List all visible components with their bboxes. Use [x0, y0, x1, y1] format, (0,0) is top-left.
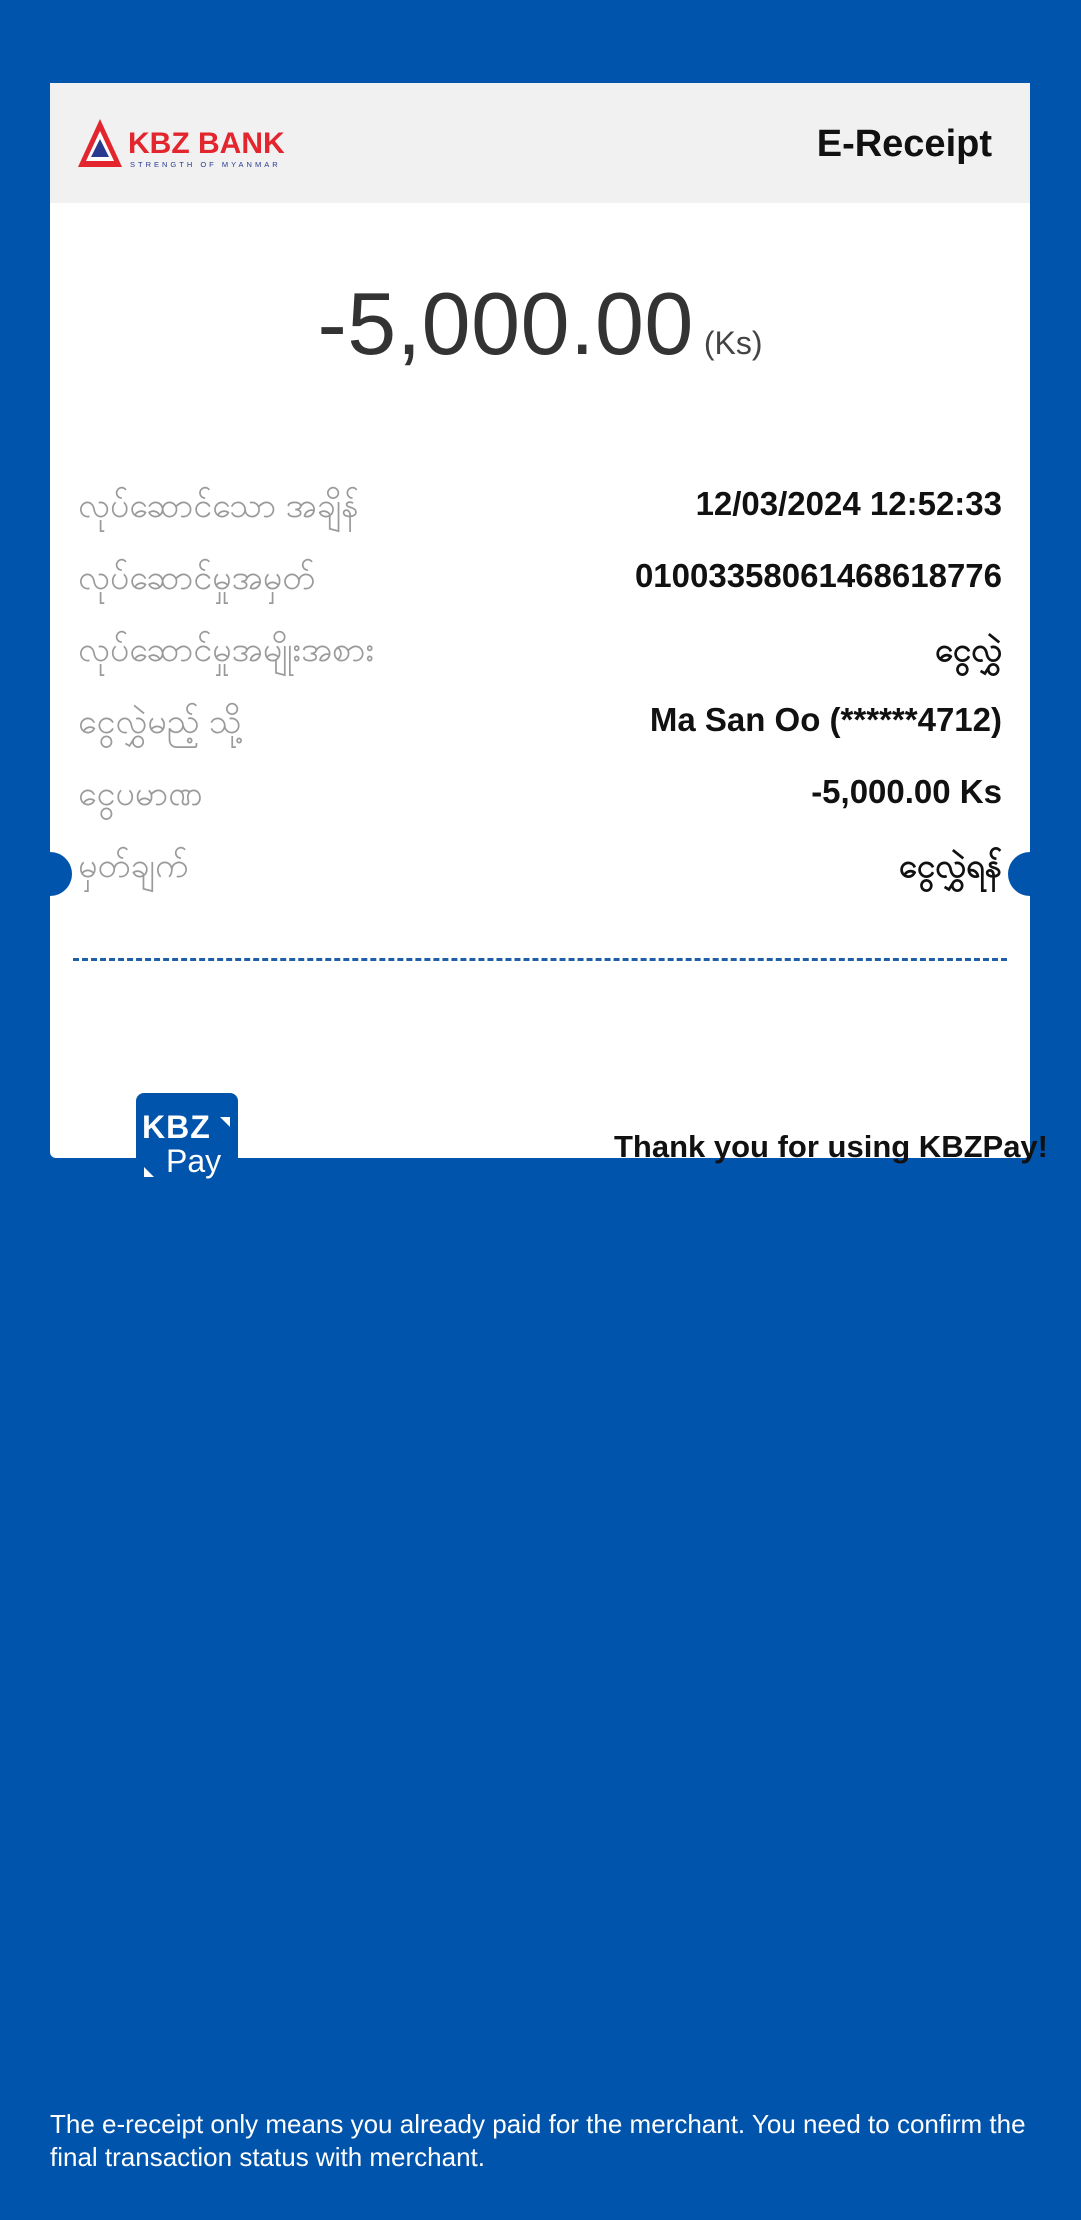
transaction-details [78, 473, 1002, 905]
ticket-notch-right [1008, 852, 1052, 896]
kbzpay-logo-bottom: Pay [166, 1143, 222, 1179]
detail-label: ငွေလွှဲမည့် သို့ [78, 703, 242, 741]
detail-row-time [78, 473, 1002, 545]
thank-you-message: Thank you for using KBZPay! [613, 1129, 1048, 1164]
amount-display [50, 273, 1030, 375]
detail-label: လုပ်ဆောင်သော အချိန် [78, 487, 359, 525]
detail-label: လုပ်ဆောင်မှုအမျိုးအစား [78, 631, 375, 669]
bank-tagline-text: STRENGTH OF MYANMAR [130, 160, 281, 169]
amount-value: -5,000.00 [317, 274, 694, 373]
kbzpay-logo-top: KBZ [142, 1109, 211, 1145]
detail-label: မှတ်ချက် [78, 847, 189, 885]
detail-row-amount [78, 761, 1002, 833]
bank-name-text: KBZ BANK [128, 127, 285, 160]
kbzpay-logo [136, 1093, 238, 1195]
detail-value: Ma San Oo (******4712) [649, 701, 1002, 738]
detail-value: -5,000.00 Ks [811, 773, 1002, 810]
logo-corner-mark [144, 1167, 154, 1177]
detail-label: ငွေပမာဏ [78, 775, 203, 813]
disclaimer-text: The e-receipt only means you already paid for the merchant. You need to confirm the final transaction status with merchant. [50, 2109, 1026, 2172]
detail-row-recipient [78, 689, 1002, 761]
page-title: E-Receipt [816, 123, 992, 165]
detail-row-transaction-id [78, 545, 1002, 617]
detail-value: ငွေလွှဲ [934, 631, 1002, 668]
detail-value: ငွေလွှဲရန် [898, 847, 1002, 884]
logo-corner-mark [220, 1117, 230, 1127]
e-receipt-card [50, 83, 1048, 1179]
detail-label: လုပ်ဆောင်မှုအမှတ် [78, 559, 316, 597]
detail-value: 12/03/2024 12:52:33 [695, 485, 1002, 522]
kbz-bank-logo [78, 117, 302, 173]
detail-row-type [78, 617, 1002, 689]
ticket-notch-left [28, 852, 72, 896]
receipt-footer [136, 1093, 1081, 1203]
amount-currency: (Ks) [703, 325, 763, 361]
detail-row-note [78, 833, 1002, 905]
perforation-divider [73, 958, 1007, 961]
receipt-header [50, 83, 1030, 203]
detail-value: 01003358061468618776 [634, 557, 1002, 594]
